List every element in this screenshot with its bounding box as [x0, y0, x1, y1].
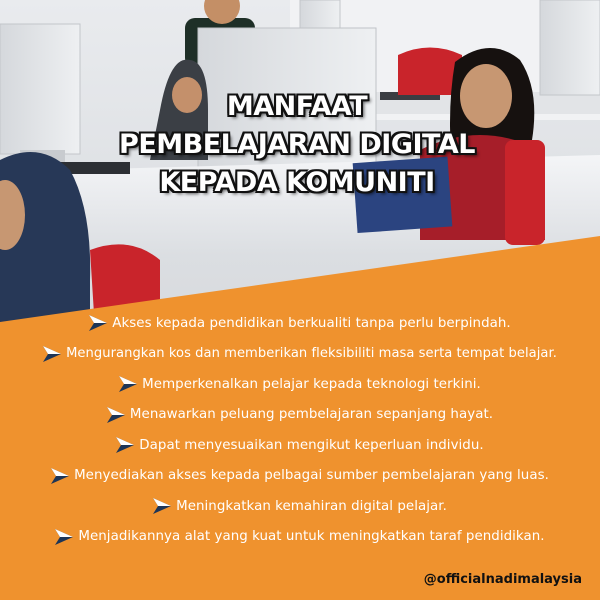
social-handle: @officialnadimalaysia — [423, 572, 582, 587]
arrow-bullet-icon — [119, 376, 137, 392]
benefit-item — [0, 339, 600, 370]
benefit-text: Memperkenalkan pelajar kepada teknologi terkini. — [142, 376, 481, 392]
benefit-text: Menjadikannya alat yang kuat untuk meningkatkan taraf pendidikan. — [78, 529, 545, 545]
benefit-item — [0, 522, 600, 553]
benefit-text: Menyediakan akses kepada pelbagai sumber pembelajaran yang luas. — [74, 468, 549, 484]
title-line-3: KEPADA KOMUNITI — [159, 167, 435, 198]
arrow-bullet-icon — [89, 315, 107, 331]
benefit-item — [0, 400, 600, 431]
benefit-item — [0, 308, 600, 339]
arrow-bullet-icon — [107, 407, 125, 423]
back-monitor — [540, 0, 600, 95]
benefit-text: Menawarkan peluang pembelajaran sepanjang hayat. — [129, 407, 494, 423]
benefit-text: Mengurangkan kos dan memberikan fleksibiliti masa serta tempat belajar. — [66, 346, 557, 362]
title-line-2: PEMBELAJARAN DIGITAL — [119, 129, 475, 160]
benefit-text: Akses kepada pendidikan berkualiti tanpa perlu berpindah. — [112, 315, 511, 331]
arrow-bullet-icon — [153, 498, 171, 514]
benefits-list — [0, 308, 600, 552]
arrow-bullet-icon — [51, 468, 69, 484]
arrow-bullet-icon — [55, 529, 73, 545]
benefit-item — [0, 491, 600, 522]
arrow-bullet-icon — [116, 437, 134, 453]
benefit-item — [0, 369, 600, 400]
benefit-item — [0, 461, 600, 492]
benefit-item — [0, 430, 600, 461]
title-line-1: MANFAAT — [226, 91, 368, 122]
arrow-bullet-icon — [43, 346, 61, 362]
benefit-text: Dapat menyesuaikan mengikut keperluan individu. — [139, 437, 484, 453]
page-title — [0, 88, 600, 202]
benefit-text: Meningkatkan kemahiran digital pelajar. — [176, 498, 447, 514]
